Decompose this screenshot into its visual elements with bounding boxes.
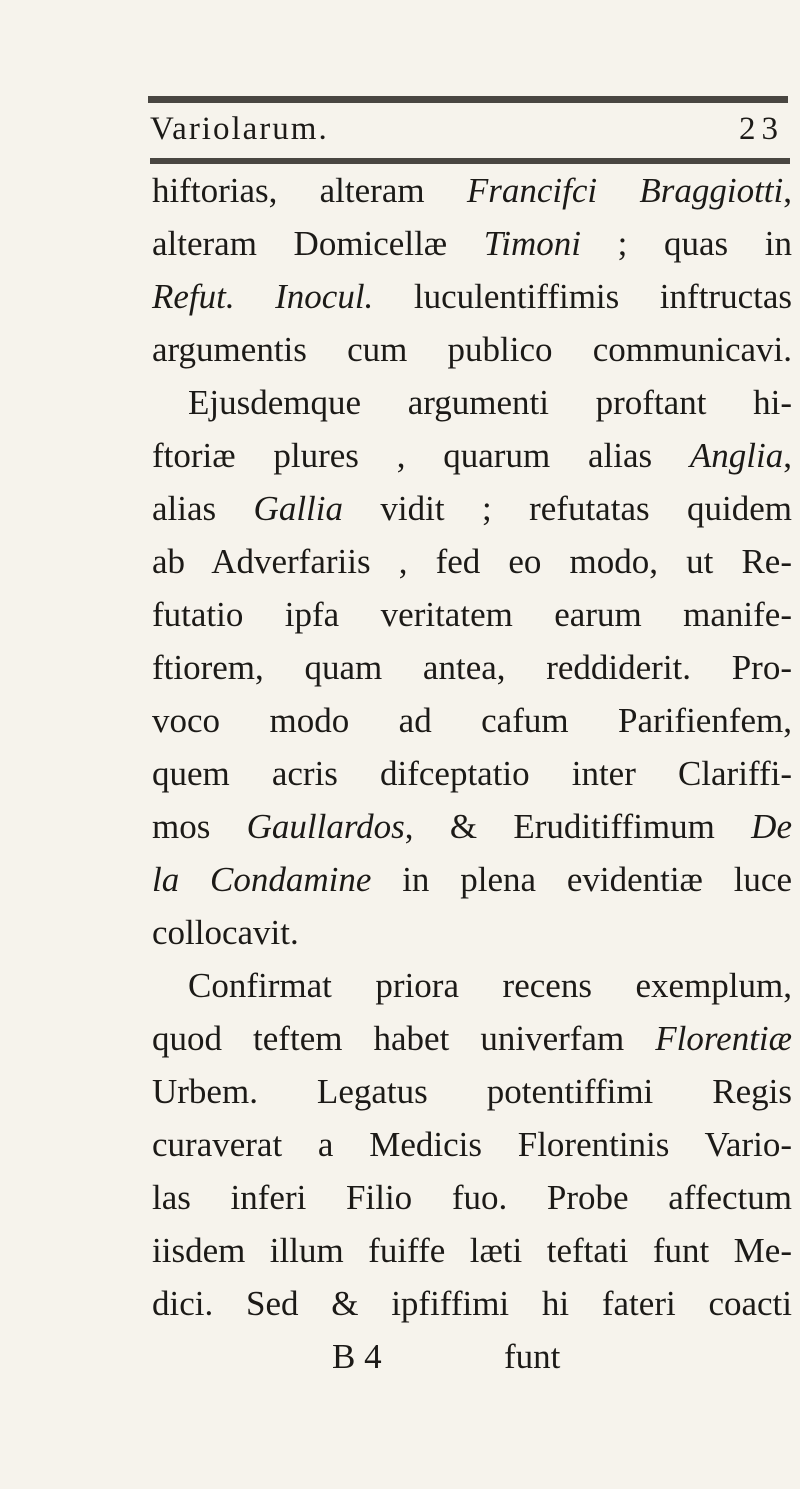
text-line: argumentis cum publico communicavi. <box>152 330 792 369</box>
running-head <box>150 104 790 154</box>
text-line: mos Gaullardos, & Eruditiffimum De <box>152 807 792 846</box>
italic-name: Florentiæ <box>655 1019 792 1058</box>
running-title: Variolarum. <box>150 111 329 147</box>
text-line: Confirmat priora recens exemplum, <box>188 966 792 1005</box>
text-line: collocavit. <box>152 913 299 952</box>
text-line: alias Gallia vidit ; refutatas quidem <box>152 489 792 528</box>
text-line: las inferi Filio fuo. Probe affectum <box>152 1178 792 1217</box>
text-line: ftiorem, quam antea, reddiderit. Pro- <box>152 648 792 687</box>
italic-name: la Condamine <box>152 860 372 899</box>
italic-name: De <box>751 807 792 846</box>
italic-name: Gallia <box>253 489 343 528</box>
text-line: ab Adverfariis , fed eo modo, ut Re- <box>152 542 792 581</box>
text-line: hiftorias, alteram Francifci Braggiotti, <box>152 171 792 210</box>
text-line: ftoriæ plures , quarum alias Anglia, <box>152 436 792 475</box>
body-text <box>152 164 792 1383</box>
footer-line <box>152 1330 792 1383</box>
text-line: la Condamine in plena evidentiæ luce <box>152 860 792 899</box>
text-line: futatio ipfa veritatem earum manife- <box>152 595 792 634</box>
italic-citation: Refut. Inocul. <box>152 277 374 316</box>
text-line: Refut. Inocul. luculentiffimis inftructas <box>152 277 792 316</box>
text-line: quod teftem habet univerfam Florentiæ <box>152 1019 792 1058</box>
text-line: dici. Sed & ipfiffimi hi fateri coacti <box>152 1284 792 1323</box>
text-line: quem acris difceptatio inter Clariffi- <box>152 754 792 793</box>
text-line: curaverat a Medicis Florentinis Vario- <box>152 1125 792 1164</box>
text-line: Ejusdemque argumenti proftant hi- <box>188 383 792 422</box>
italic-name: Gaullardos <box>246 807 405 846</box>
italic-name: Anglia <box>689 436 784 475</box>
text-line: alteram Domicellæ Timoni ; quas in <box>152 224 792 263</box>
italic-name: Timoni <box>483 224 582 263</box>
catchword: funt <box>504 1337 561 1376</box>
page-number: 23 <box>739 111 784 147</box>
italic-name: Francifci Braggiotti <box>466 171 784 210</box>
header-rule-top <box>148 96 788 103</box>
signature-mark: B 4 <box>332 1337 382 1376</box>
text-line: voco modo ad cafum Parifienfem, <box>152 701 792 740</box>
text-line: Urbem. Legatus potentiffimi Regis <box>152 1072 792 1111</box>
text-line: iisdem illum fuiffe læti teftati funt Me- <box>152 1231 792 1270</box>
